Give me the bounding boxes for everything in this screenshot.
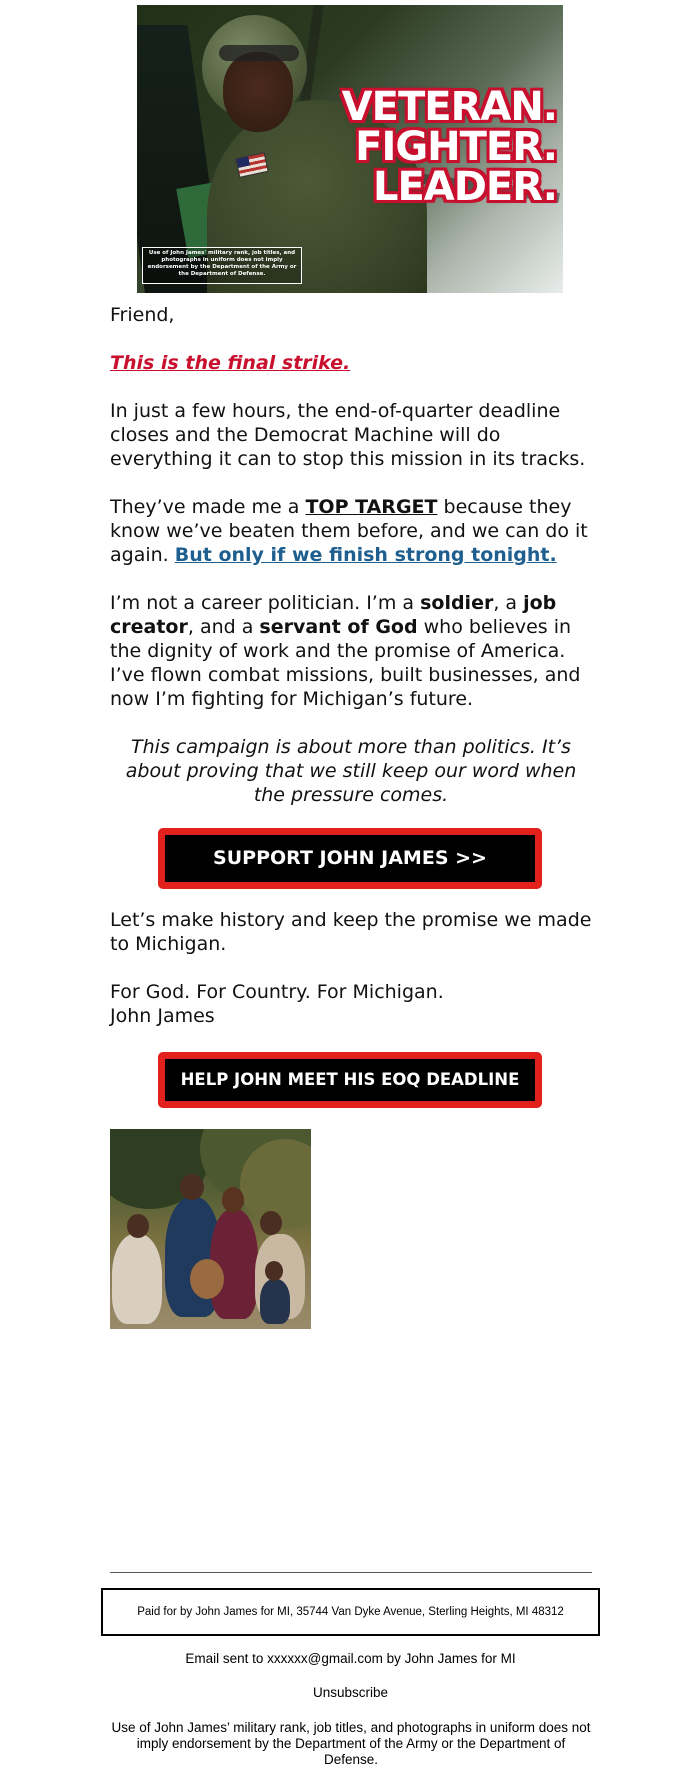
slogan-line: LEADER. xyxy=(372,164,557,210)
paragraph-target: They’ve made me a TOP TARGET because they know we’ve beaten them before, and we can do it again. But only if we finish strong tonight. xyxy=(110,496,588,566)
top-target-text: TOP TARGET xyxy=(305,496,438,518)
unsubscribe-link[interactable]: Unsubscribe xyxy=(312,1685,389,1700)
signoff-text: For God. For Country. For Michigan. xyxy=(110,981,444,1003)
hero-banner-image xyxy=(137,5,563,293)
servant-text: servant of God xyxy=(259,616,418,638)
final-strike-headline: This is the final strike. xyxy=(110,352,351,374)
paragraph-about: I’m not a career politician. I’m a soldier, a job creator, and a servant of God who believes in the dignity of work and the promise of America. I’ve flown combat missions, built businesses, and now I’m fighting for Michigan’s future. xyxy=(110,592,581,710)
eoq-deadline-button[interactable]: HELP JOHN MEET HIS EOQ DEADLINE xyxy=(158,1052,542,1108)
hero-disclaimer: Use of John James' military rank, job titles, and photographs in uniform does not imply endorsement by the Department of the Army or the Department of Defense. xyxy=(142,247,302,284)
slogan-line: FIGHTER. xyxy=(355,124,557,170)
legal-disclaimer: Use of John James’ military rank, job titles, and photographs in uniform does not imply endorsement by the Department of the Army or the Department of Defense. xyxy=(111,1720,591,1767)
paragraph-history: Let’s make history and keep the promise we made to Michigan. xyxy=(110,909,592,955)
email-sent-notice: Email sent to xxxxxx@gmail.com by John James for MI xyxy=(185,1651,516,1666)
greeting: Friend, xyxy=(110,304,175,326)
paragraph-deadline: In just a few hours, the end-of-quarter deadline closes and the Democrat Machine will do everything it can to stop this mission in its tracks. xyxy=(110,400,586,470)
footer-divider xyxy=(110,1572,592,1573)
dog xyxy=(190,1259,224,1299)
family-photo xyxy=(110,1129,311,1329)
soldier-text: soldier xyxy=(420,592,494,614)
support-john-james-button[interactable]: SUPPORT JOHN JAMES >> xyxy=(158,828,542,889)
hero-slogan xyxy=(337,84,557,210)
campaign-quote: This campaign is about more than politics. It’s about proving that we still keep our word when the pressure comes. xyxy=(125,736,577,806)
finish-strong-link[interactable]: But only if we finish strong tonight. xyxy=(174,544,557,566)
job-creator-text: job creator xyxy=(110,592,557,638)
signature: John James xyxy=(110,1005,215,1027)
paid-for-disclaimer: Paid for by John James for MI, 35744 Van Dyke Avenue, Sterling Heights, MI 48312 xyxy=(101,1588,600,1636)
slogan-line: VETERAN. xyxy=(341,84,557,130)
signoff-block xyxy=(110,980,592,1028)
